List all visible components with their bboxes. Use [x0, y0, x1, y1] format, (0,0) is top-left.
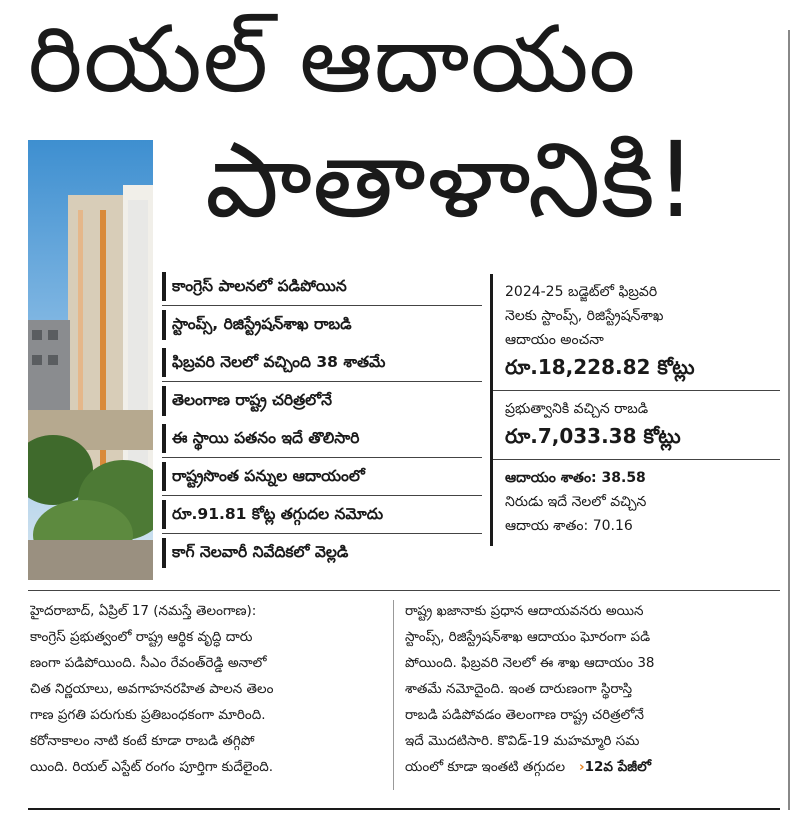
highlight-item	[162, 496, 482, 534]
received-fact	[493, 391, 780, 460]
article-line: యింది. రియల్ ఎస్టేట్ రంగం పూర్తిగా కుదేలైంది.	[30, 759, 274, 775]
highlight-text: స్టాంప్స్, రిజిస్ట్రేషన్‌శాఖ రాబడి	[172, 315, 352, 334]
share-line-2: నిరుడు ఇదే నెలలో వచ్చిన	[505, 494, 647, 510]
section-divider	[28, 590, 780, 591]
article-column-right	[405, 598, 780, 780]
highlight-item	[162, 268, 482, 306]
bottom-rule	[28, 808, 780, 810]
continued-label: 12వ పేజీలో	[584, 759, 652, 775]
highlight-item	[162, 344, 482, 382]
highlight-text: రాష్ట్రసొంత పన్నుల ఆదాయంలో	[172, 466, 365, 485]
highlight-text: తెలంగాణ రాష్ట్ర చరిత్రలోనే	[172, 391, 333, 410]
article-line: శాతమే నమోదైంది. ఇంత దారుణంగా స్థిరాస్తి	[405, 681, 633, 697]
column-rule	[788, 30, 790, 810]
article-line-last	[405, 754, 780, 780]
budget-fact	[493, 274, 780, 391]
article-line: రాష్ట్ర ఖజానాకు ప్రధాన ఆదాయవనరు అయిన	[405, 603, 644, 619]
received-amount: రూ.7,033.38 కోట్లు	[505, 424, 681, 448]
article-line: గాణ ప్రగతి పరుగుకు ప్రతిబంధకంగా మారింది.	[30, 707, 266, 723]
continued-link[interactable]	[579, 759, 651, 775]
highlight-item	[162, 534, 482, 572]
headline-line-1: రియల్ ఆదాయం	[28, 6, 637, 113]
article-line: కరోనాకాలం నాటి కంటే కూడా రాబడి తగ్గిపో	[30, 733, 255, 749]
highlight-text: కాగ్ నెలవారీ నివేదికలో వెల్లడి	[172, 543, 349, 562]
article-column-left	[30, 598, 380, 780]
article-line: యంలో కూడా ఇంతటి తగ్గుదల	[405, 759, 566, 775]
share-fact	[493, 460, 780, 546]
budget-line-1: 2024-25 బడ్జెట్‌లో ఫిబ్రవరి	[505, 284, 658, 300]
highlight-item	[162, 382, 482, 420]
budget-line-3: ఆదాయం అంచనా	[505, 332, 604, 348]
highlight-item	[162, 458, 482, 496]
highlight-item	[162, 306, 482, 344]
article-line: ఇదే మొదటిసారి. కొవిడ్-19 మహమ్మారి సమ	[405, 733, 640, 749]
share-line-1: ఆదాయం శాతం: 38.58	[505, 470, 646, 486]
highlights-list	[162, 268, 482, 572]
highlight-text: ఈ స్థాయి పతనం ఇదే తొలిసారి	[172, 428, 360, 447]
received-line-1: ప్రభుత్వానికి వచ్చిన రాబడి	[505, 401, 649, 417]
highlight-item	[162, 420, 482, 458]
budget-line-2: నెలకు స్టాంప్స్, రిజిస్ట్రేషన్‌శాఖ	[505, 308, 664, 324]
highlight-text: ఫిబ్రవరి నెలలో వచ్చింది 38 శాతమే	[172, 352, 386, 371]
building-photo	[28, 140, 153, 580]
article-line: చిత నిర్ణయాలు, అవగాహనరహిత పాలన తెలం	[30, 681, 274, 697]
article-line: పోయింది. ఫిబ్రవరి నెలలో ఈ శాఖ ఆదాయం 38	[405, 655, 655, 671]
facts-box	[490, 274, 780, 546]
share-line-3: ఆదాయ శాతం: 70.16	[505, 518, 633, 534]
budget-amount: రూ.18,228.82 కోట్లు	[505, 355, 695, 379]
article-line: కాంగ్రెస్ ప్రభుత్వంలో రాష్ట్ర ఆర్థిక వృద్ధి దారు	[30, 629, 253, 645]
highlight-text: రూ.91.81 కోట్ల తగ్గుదల నమోదు	[172, 504, 384, 523]
article-line: స్టాంప్స్, రిజిస్ట్రేషన్‌శాఖ ఆదాయం ఘోరంగా పడి	[405, 629, 651, 645]
article-line: హైదరాబాద్, ఏప్రిల్ 17 (నమస్తే తెలంగాణ):	[30, 603, 257, 619]
headline-line-2: పాతాళానికి!	[205, 119, 697, 241]
article-line: ణంగా పడిపోయింది. సీఎం రేవంత్‌రెడ్డి అనాలో	[30, 655, 267, 671]
article-line: రాబడి పడిపోవడం తెలంగాణ రాష్ట్ర చరిత్రలోనే	[405, 707, 645, 723]
chevron-right-icon: ›	[579, 759, 585, 775]
highlight-text: కాంగ్రెస్ పాలనలో పడిపోయిన	[172, 276, 347, 295]
column-divider	[393, 600, 394, 790]
